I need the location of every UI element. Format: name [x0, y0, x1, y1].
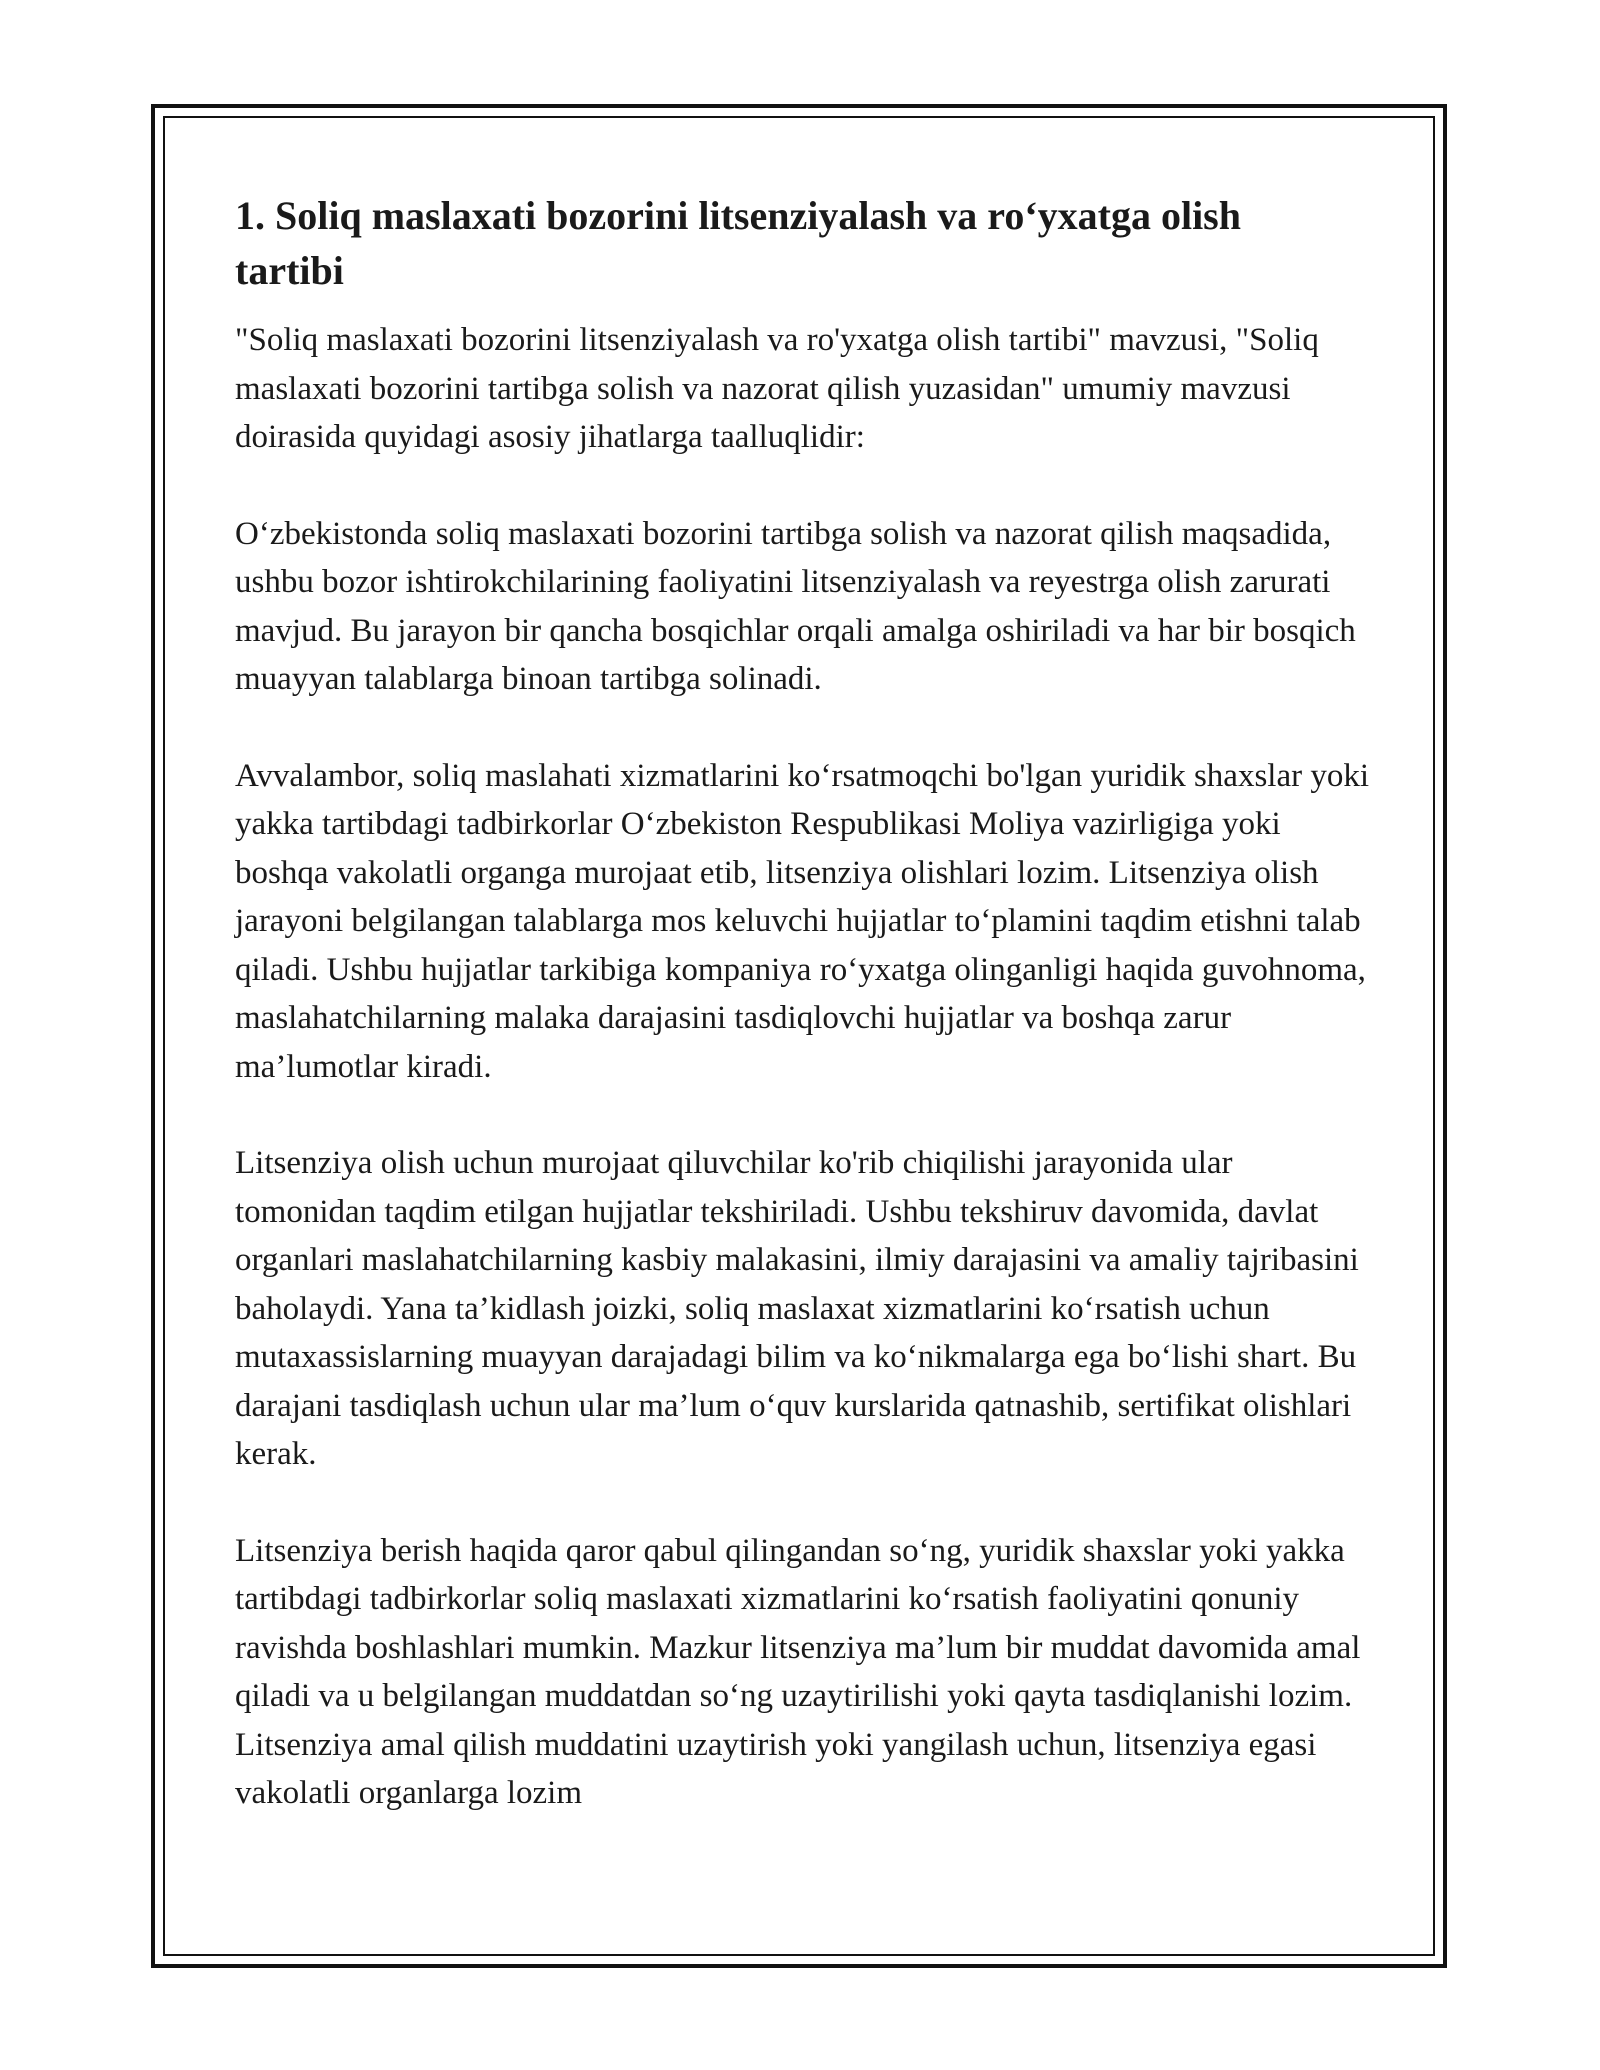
paragraph-1: "Soliq maslaxati bozorini litsenziyalash va ro'yxatga olish tartibi" mavzusi, "Soliq maslaxati bozorini tartibga solish va nazorat qilish yuzasidan" umumiy mavzusi doirasida quyidagi asosiy jihatlarga taalluqlidir: [235, 322, 1319, 455]
document-body [235, 188, 1370, 1866]
paragraph-5: Litsenziya berish haqida qaror qabul qilingandan so‘ng, yuridik shaxslar yoki yakka tartibdagi tadbirkorlar soliq maslaxati xizmatlarini ko‘rsatish faoliyatini qonuniy ravishda boshlashlari mumkin. Mazkur litsenziya ma’lum bir muddat davomida amal qiladi va u belgilangan muddatdan so‘ng uzaytirilishi yoki qayta tasdiqlanishi lozim. Litsenziya amal qilish muddatini uzaytirish yoki yangilash uchun, litsenziya egasi vakolatli organlarga lozim [235, 1532, 1361, 1811]
paragraph-3: Avvalambor, soliq maslahati xizmatlarini ko‘rsatmoqchi bo'lgan yuridik shaxslar yoki yakka tartibdagi tadbirkorlar O‘zbekiston Respublikasi Moliya vazirligiga yoki boshqa vakolatli organga murojaat etib, litsenziya olishlari lozim. Litsenziya olish jarayoni belgilangan talablarga mos keluvchi hujjatlar to‘plamini taqdim etishni talab qiladi. Ushbu hujjatlar tarkibiga kompaniya ro‘yxatga olinganligi haqida guvohnoma, maslahatchilarning malaka darajasini tasdiqlovchi hujjatlar va boshqa zarur ma’lumotlar kiradi. [235, 757, 1370, 1085]
paragraph-2: O‘zbekistonda soliq maslaxati bozorini tartibga solish va nazorat qilish maqsadida, ushbu bozor ishtirokchilarining faoliyatini litsenziyalash va reyestrga olish zarurati mavjud. Bu jarayon bir qancha bosqichlar orqali amalga oshiriladi va har bir bosqich muayyan talablarga binoan tartibga solinadi. [235, 515, 1356, 697]
paragraph-4: Litsenziya olish uchun murojaat qiluvchilar ko'rib chiqilishi jarayonida ular tomonidan taqdim etilgan hujjatlar tekshiriladi. Ushbu tekshiruv davomida, davlat organlari maslahatchilarning kasbiy malakasini, ilmiy darajasini va amaliy tajribasini baholaydi. Yana ta’kidlash joizki, soliq maslaxat xizmatlarini ko‘rsatish uchun mutaxassislarning muayyan darajadagi bilim va ko‘nikmalarga ega bo‘lishi shart. Bu darajani tasdiqlash uchun ular ma’lum o‘quv kurslarida qatnashib, sertifikat olishlari kerak. [235, 1145, 1359, 1472]
section-heading: 1. Soliq maslaxati bozorini litsenziyalash va ro‘yxatga olish tartibi [235, 193, 1241, 293]
